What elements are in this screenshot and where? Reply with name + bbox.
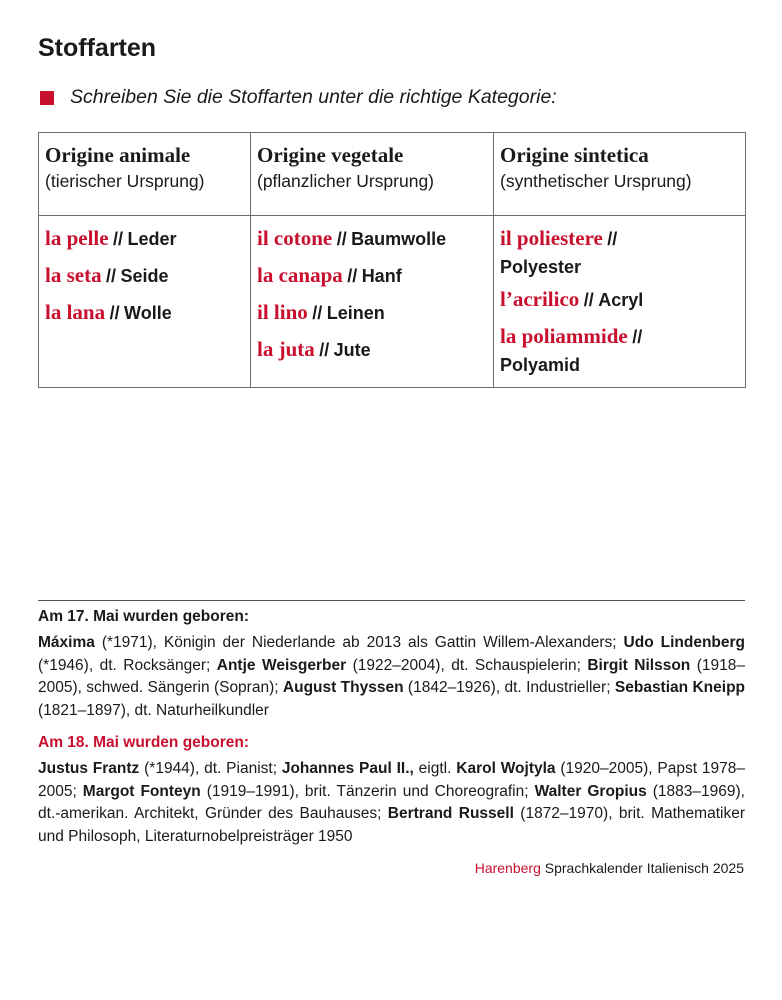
person-name: Justus Frantz [38, 760, 140, 777]
german-word: Polyamid [500, 355, 581, 375]
person-detail: (1918–2005), schwed. Sängerin (Sopran); [38, 656, 745, 697]
german-word: Hanf [361, 266, 402, 286]
person-detail: (*1946), dt. Rocksänger; [38, 656, 217, 674]
divider [38, 600, 745, 601]
column-title: Origine vegetale [257, 143, 404, 167]
separator: // [113, 229, 124, 249]
table-header-row [39, 133, 746, 216]
person-detail: (1821–1897), dt. Naturheilkundler [38, 701, 269, 719]
italian-word: la juta [257, 337, 315, 361]
list-item [45, 261, 244, 292]
list-item [45, 224, 244, 255]
italian-word: la seta [45, 263, 102, 287]
cell-animal [39, 216, 251, 388]
header-synthetic [494, 133, 746, 216]
separator: // [109, 303, 120, 323]
person-name: Karol Wojtyla [456, 760, 556, 777]
person-detail: eigtl. [413, 760, 457, 777]
column-title: Origine sintetica [500, 143, 649, 167]
page-title: Stoffarten [38, 34, 157, 62]
person-detail: (1883–1969), dt.-amerikan. Architekt, Gründer des Bauhauses; [38, 782, 745, 823]
person-name: Udo Lindenberg [623, 634, 746, 651]
italian-word: il poliestere [500, 226, 603, 250]
german-word: Wolle [124, 303, 172, 323]
german-word: Acryl [598, 290, 644, 310]
header-animal [39, 133, 251, 216]
person-name: Walter Gropius [534, 782, 647, 800]
separator: // [583, 290, 594, 310]
italian-word: il cotone [257, 226, 333, 250]
separator: // [336, 229, 347, 249]
person-name: Máxima [38, 634, 95, 651]
list-item [500, 224, 739, 279]
list-item [257, 224, 487, 255]
list-item [500, 285, 739, 316]
instruction-text: Schreiben Sie die Stoffarten unter die richtige Kategorie: [70, 86, 557, 108]
column-title: Origine animale [45, 143, 191, 167]
list-item [257, 261, 487, 292]
italian-word: la poliammide [500, 324, 628, 348]
list-item [257, 335, 487, 366]
german-word: Polyester [500, 257, 582, 277]
person-name: Johannes Paul II., [281, 760, 414, 777]
person-detail: (1842–1926), dt. Industrieller; [403, 679, 615, 697]
german-word: Leder [127, 229, 177, 249]
column-subtitle: (tierischer Ursprung) [45, 171, 205, 191]
separator: // [347, 266, 358, 286]
german-word: Baumwolle [351, 229, 447, 249]
person-detail: (1922–2004), dt. Schauspielerin; [346, 656, 588, 674]
footer [475, 860, 744, 876]
person-name: Antje Weisgerber [216, 656, 347, 674]
cell-vegetal [251, 216, 494, 388]
list-item [257, 298, 487, 329]
column-subtitle: (pflanzlicher Ursprung) [257, 171, 435, 191]
red-square-icon [40, 91, 54, 105]
italian-word: la canapa [257, 263, 343, 287]
italian-word: il lino [257, 300, 308, 324]
births-18-text [38, 758, 745, 848]
separator: // [312, 303, 323, 323]
italian-word: l’acrilico [500, 287, 580, 311]
cell-synthetic [494, 216, 746, 388]
header-vegetal [251, 133, 494, 216]
german-word: Seide [120, 266, 169, 286]
separator: // [607, 229, 618, 249]
births-17-heading: Am 17. Mai wurden geboren: [38, 608, 250, 625]
person-detail: (*1971), Königin der Niederlande ab 2013 als Gattin Willem-Alexanders; [94, 634, 624, 651]
list-item [500, 322, 739, 377]
table-body-row [39, 216, 746, 388]
german-word: Leinen [326, 303, 385, 323]
list-item [45, 298, 244, 329]
person-name: Bertrand Russell [387, 805, 514, 823]
instruction [40, 86, 557, 109]
person-name: Birgit Nilsson [587, 656, 691, 674]
person-name: Margot Fonteyn [82, 782, 201, 800]
person-detail: (1920–2005), Papst 1978–2005; [38, 760, 745, 800]
separator: // [106, 266, 117, 286]
column-subtitle: (synthetischer Ursprung) [500, 171, 692, 191]
italian-word: la pelle [45, 226, 109, 250]
separator: // [632, 327, 643, 347]
footer-title: Sprachkalender Italienisch 2025 [540, 860, 744, 876]
person-name: August Thyssen [282, 679, 404, 697]
person-detail: (1919–1991), brit. Tänzerin und Choreografin; [200, 782, 535, 800]
person-detail: (1872–1970), brit. Mathematiker und Philosoph, Literaturnobelpreisträger 1950 [38, 805, 745, 845]
separator: // [319, 340, 330, 360]
births-17-text [38, 632, 745, 722]
footer-brand: Harenberg [474, 860, 541, 876]
italian-word: la lana [45, 300, 106, 324]
births-18-heading: Am 18. Mai wurden geboren: [38, 734, 250, 751]
german-word: Jute [333, 340, 371, 360]
category-table [38, 132, 746, 388]
person-name: Sebastian Kneipp [614, 679, 745, 697]
person-detail: (*1944), dt. Pianist; [139, 760, 282, 777]
